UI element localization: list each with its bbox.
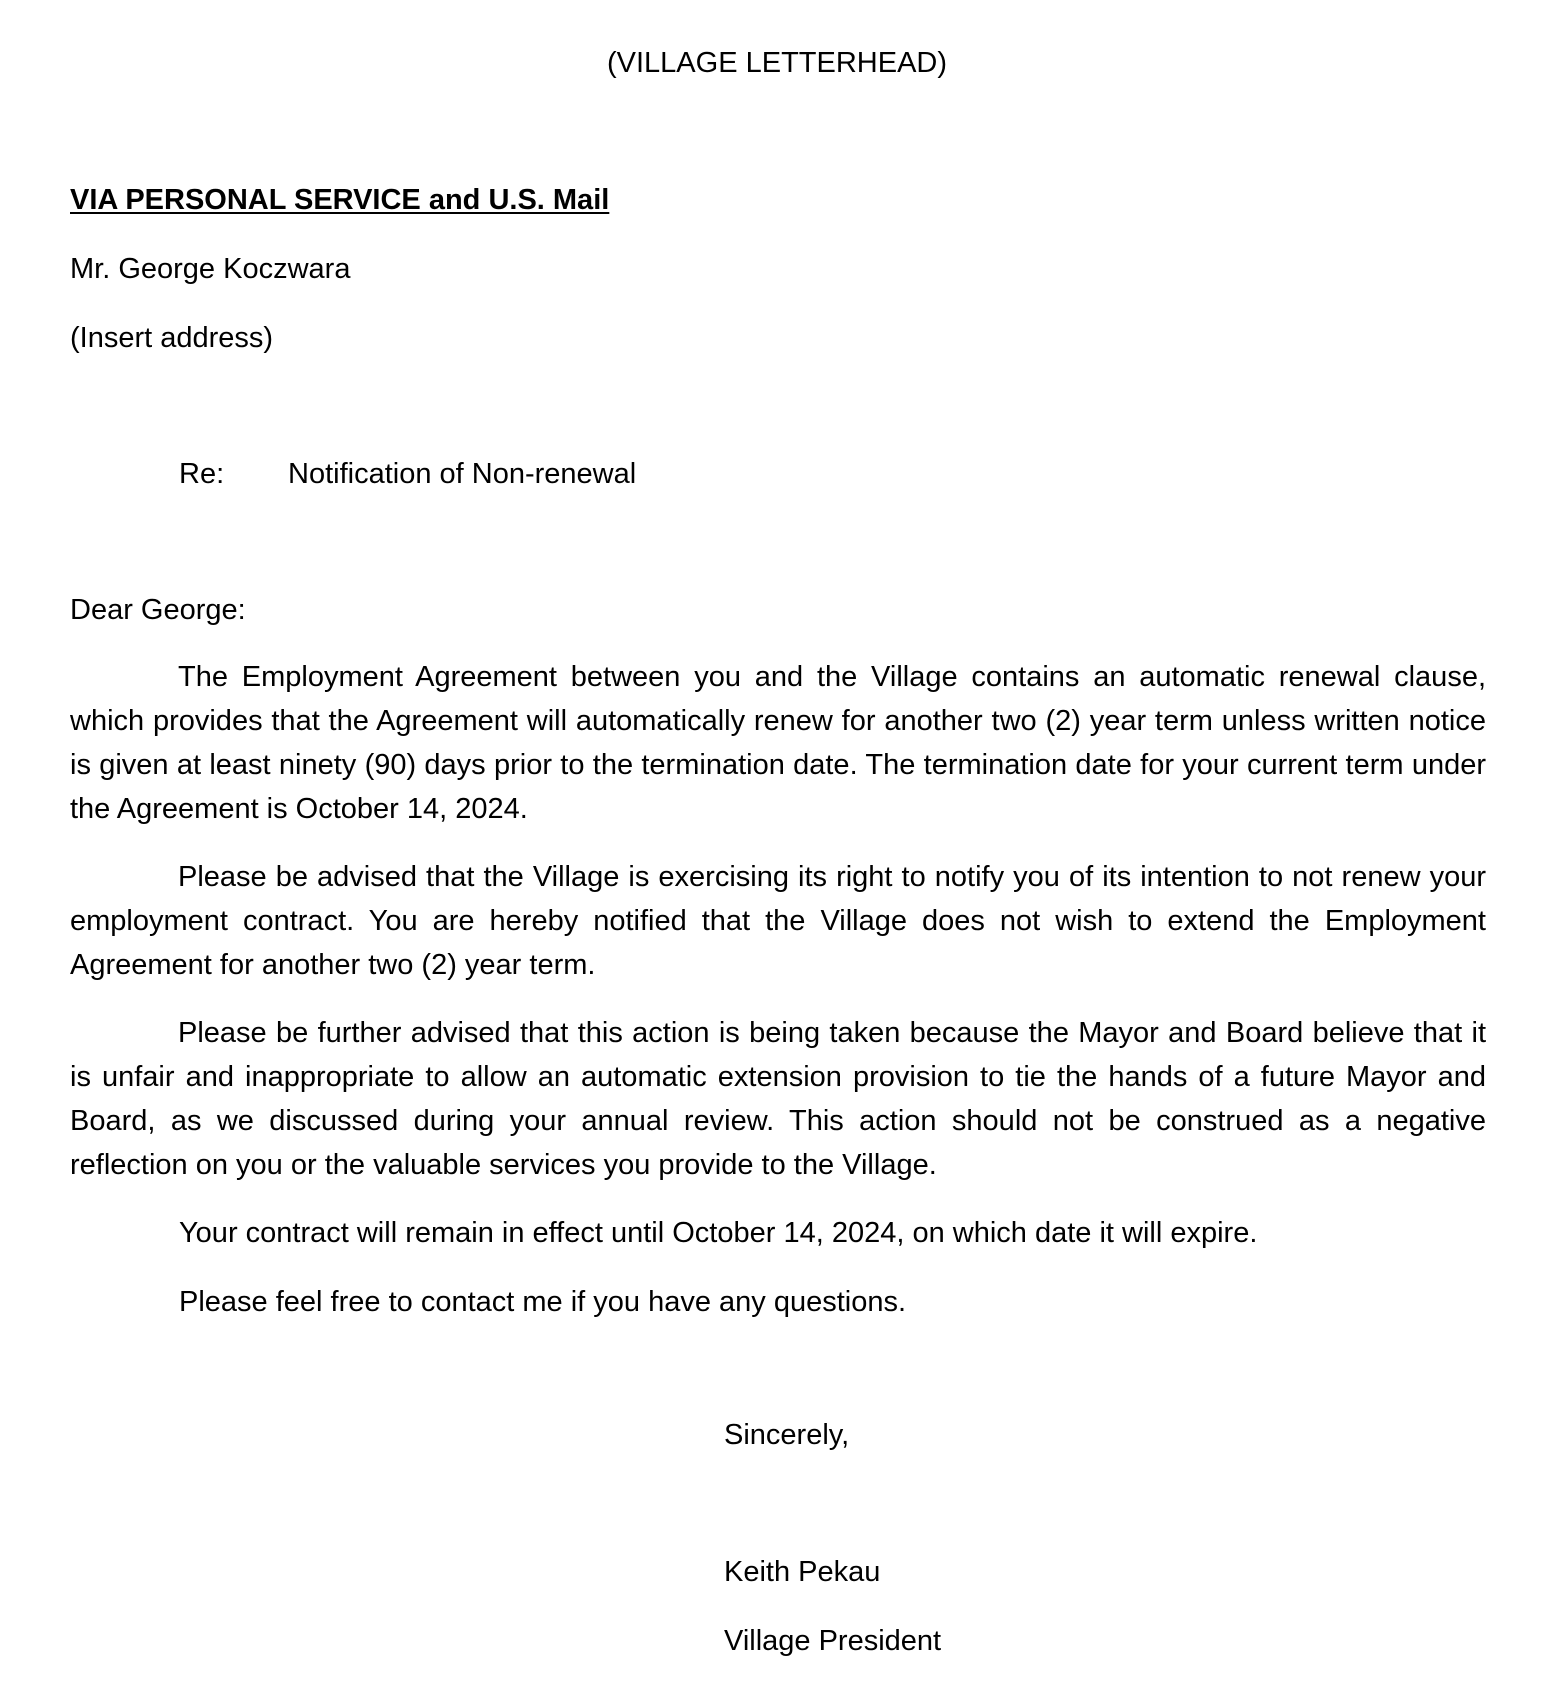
signer-title: Village President <box>724 1625 942 1657</box>
subject-label: Re: <box>179 458 225 490</box>
body-paragraph-1-text: The Employment Agreement between you and the Village contains an automatic renewal clause, which provides that the Agreement will automatically renew for another two (2) year term unless written notice is given at least ninety (90) days prior to the termination date. The termination date for your current term under the Agreement is October 14, 2024. <box>70 661 1486 825</box>
closing: Sincerely, <box>724 1419 850 1451</box>
recipient-address: (Insert address) <box>70 322 274 354</box>
body-paragraph-1 <box>70 655 1486 831</box>
salutation: Dear George: <box>70 594 246 626</box>
signer-name: Keith Pekau <box>724 1556 881 1588</box>
body-paragraph-2-text: Please be advised that the Village is exercising its right to notify you of its intention to not renew your employment contract. You are hereby notified that the Village does not wish to extend the Employment Agreement for another two (2) year term. <box>70 861 1486 981</box>
body-paragraph-3 <box>70 1011 1486 1187</box>
body-paragraph-5: Please feel free to contact me if you have any questions. <box>179 1286 907 1318</box>
recipient-name: Mr. George Koczwara <box>70 253 351 285</box>
body-paragraph-3-text: Please be further advised that this action is being taken because the Mayor and Board believe that it is unfair and inappropriate to allow an automatic extension provision to tie the hands of a future Mayor and Board, as we discussed during your annual review. This action should not be construed as a negative reflection on you or the valuable services you provide to the Village. <box>70 1017 1486 1181</box>
delivery-method: VIA PERSONAL SERVICE and U.S. Mail <box>70 184 610 216</box>
letterhead-placeholder: (VILLAGE LETTERHEAD) <box>606 47 948 79</box>
subject-line: Notification of Non-renewal <box>288 458 637 490</box>
body-paragraph-4: Your contract will remain in effect until October 14, 2024, on which date it will expire. <box>179 1217 1258 1249</box>
body-paragraph-2 <box>70 855 1486 987</box>
